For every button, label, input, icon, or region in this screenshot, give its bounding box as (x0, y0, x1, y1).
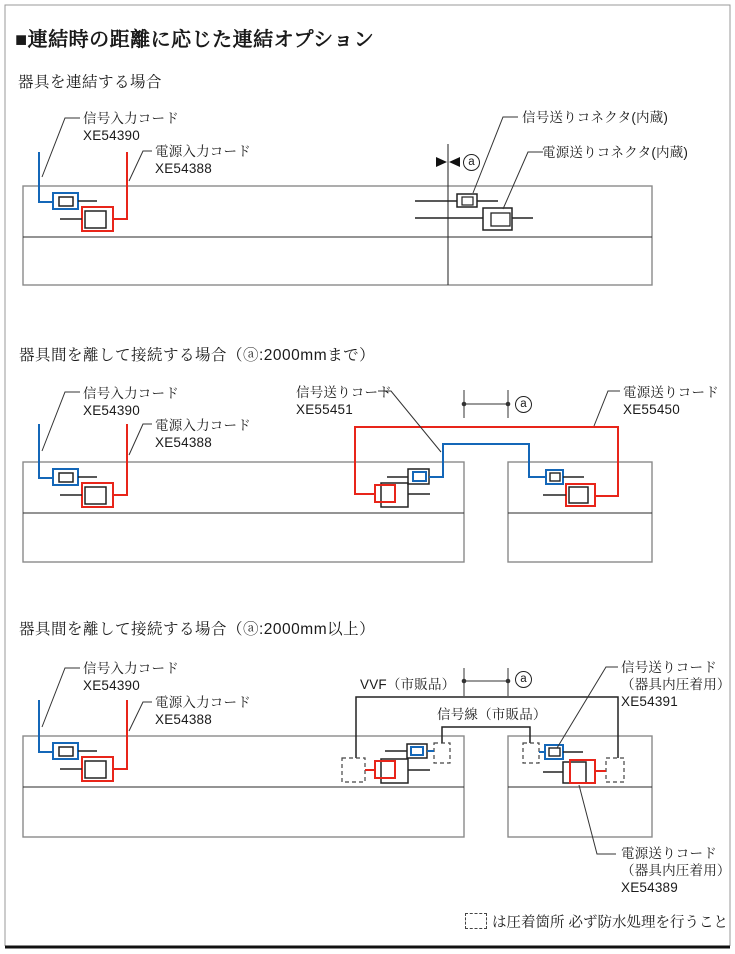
label-power-input-cord (155, 417, 251, 451)
label-power-input-cord (155, 694, 251, 728)
power-input-cord (60, 700, 127, 781)
label-power-input-cord (155, 143, 251, 177)
label-line: XE55451 (296, 402, 353, 417)
power-link-cord (355, 427, 618, 507)
label-signal-input-cord (83, 385, 179, 419)
label-vvf-cable: VVF（市販品） (360, 677, 456, 692)
label-line: 電源送りコード (621, 846, 717, 861)
power-in-connector-right (543, 760, 606, 783)
label-line: 信号送りコード (621, 660, 717, 675)
label-signal-input-cord (83, 660, 179, 694)
legend-note: は圧着箇所 必ず防水処理を行うこと (492, 915, 729, 931)
label-line: XE54388 (155, 712, 212, 727)
power-input-cord (60, 424, 127, 507)
dim-a-badge: a (515, 671, 532, 688)
label-line: XE54390 (83, 128, 140, 143)
signal-input-cord (39, 424, 97, 485)
label-line: 信号送りコード (296, 385, 392, 400)
diagram-gap-2000mm-plus (23, 667, 652, 854)
label-line: XE54390 (83, 403, 140, 418)
signal-in-connector-right (539, 745, 583, 759)
leader-lines (42, 667, 618, 854)
label-line: 信号入力コード (83, 111, 179, 126)
signal-send-connector (415, 194, 498, 207)
label-power-send-connector: 電源送りコネクタ(内蔵) (542, 145, 689, 160)
fixture-body (23, 186, 652, 285)
label-signal-wire: 信号線（市販品） (437, 707, 547, 722)
signal-out-connector-left (385, 744, 434, 758)
signal-input-cord (39, 700, 97, 759)
section1-heading: 器具を連結する場合 (18, 74, 163, 91)
dim-a-badge: a (515, 396, 532, 413)
page-title: ■連結時の距離に応じた連結オプション (15, 29, 375, 51)
crimp-box-icon (465, 913, 487, 929)
dim-a-badge: a (463, 154, 480, 171)
label-line: XE54388 (155, 161, 212, 176)
label-signal-link-cord (296, 384, 392, 418)
label-line: （器具内圧着用） (621, 677, 731, 692)
label-line: 信号入力コード (83, 661, 179, 676)
label-signal-send-connector: 信号送りコネクタ(内蔵) (522, 110, 669, 125)
label-line: （器具内圧着用） (621, 863, 731, 878)
signal-input-cord (39, 152, 97, 209)
label-line: 電源入力コード (155, 144, 251, 159)
label-line: 電源入力コード (155, 695, 251, 710)
label-power-link-cord (621, 845, 731, 896)
gap-dimension (462, 390, 511, 418)
section2-heading: 器具間を離して接続する場合（ⓐ:2000mmまで） (19, 347, 376, 364)
power-send-connector (415, 208, 533, 230)
signal-link-cord (387, 444, 584, 484)
power-input-cord (60, 152, 127, 231)
label-line: 信号入力コード (83, 386, 179, 401)
signal-wire (442, 727, 530, 743)
gap-dimension (462, 668, 511, 696)
label-signal-link-cord (621, 659, 731, 710)
label-line: 電源送りコード (623, 385, 719, 400)
label-power-link-cord (623, 384, 719, 418)
label-line: XE54389 (621, 880, 678, 895)
label-line: XE55450 (623, 402, 680, 417)
section3-heading: 器具間を離して接続する場合（ⓐ:2000mm以上） (19, 621, 376, 638)
label-line: XE54388 (155, 435, 212, 450)
label-signal-input-cord (83, 110, 179, 144)
label-line: XE54390 (83, 678, 140, 693)
label-line: XE54391 (621, 694, 678, 709)
label-line: 電源入力コード (155, 418, 251, 433)
power-out-connector-left (365, 759, 430, 783)
